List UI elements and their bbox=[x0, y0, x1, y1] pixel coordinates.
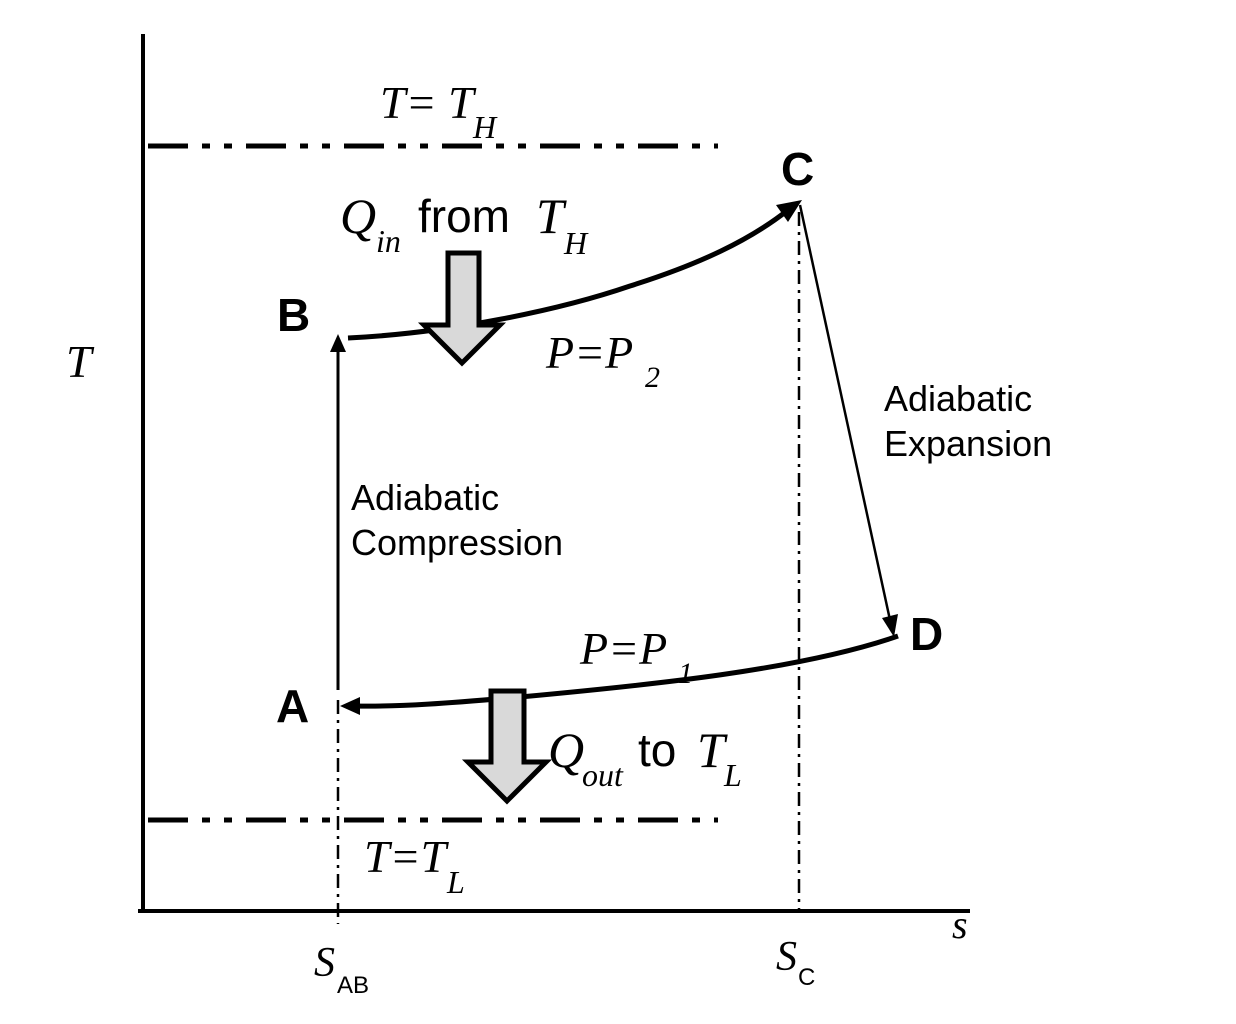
compression-label-line2: Compression bbox=[351, 522, 564, 563]
point-d-label: D bbox=[910, 608, 944, 660]
point-c-label: C bbox=[781, 143, 815, 195]
pressure-p2-subscript: 2 bbox=[645, 361, 660, 394]
heat-out-arrow bbox=[468, 691, 546, 801]
expansion-label-line1: Adiabatic bbox=[884, 378, 1033, 419]
heat-in-q: Q bbox=[340, 188, 377, 244]
cold-reservoir-subscript: L bbox=[447, 864, 465, 900]
expansion-arrowhead bbox=[882, 614, 898, 637]
heat-in-t-subscript: H bbox=[564, 225, 588, 261]
heat-out-q-subscript: out bbox=[582, 757, 623, 793]
compression-arrowhead bbox=[330, 334, 346, 352]
pressure-p1-subscript: 1 bbox=[678, 657, 693, 690]
s-c-subscript: C bbox=[798, 964, 816, 991]
hot-reservoir-label: T= T bbox=[380, 77, 474, 128]
hot-reservoir-subscript: H bbox=[473, 109, 497, 145]
heat-in-q-subscript: in bbox=[376, 223, 401, 259]
cold-reservoir-label: T=T bbox=[364, 831, 447, 882]
pressure-p1-label: P=P bbox=[580, 623, 668, 674]
heat-out-t-subscript: L bbox=[724, 757, 742, 793]
expansion-process-arrow bbox=[800, 205, 890, 620]
heat-in-arrow bbox=[424, 253, 500, 363]
heat-out-q: Q bbox=[548, 722, 585, 778]
heat-in-from: from bbox=[418, 190, 510, 242]
point-a-label: A bbox=[276, 680, 310, 732]
pressure-p2-label: P=P bbox=[546, 327, 634, 378]
compression-label-line1: Adiabatic bbox=[351, 477, 500, 518]
point-b-label: B bbox=[277, 289, 311, 341]
heat-out-to: to bbox=[638, 724, 677, 776]
s-ab-label: S bbox=[314, 940, 335, 986]
heat-out-t: T bbox=[697, 722, 725, 778]
y-axis-label: T bbox=[66, 336, 92, 387]
s-ab-subscript: AB bbox=[337, 972, 370, 999]
expansion-label-line2: Expansion bbox=[884, 423, 1053, 464]
heat-in-t: T bbox=[536, 188, 564, 244]
x-axis-label: s bbox=[952, 902, 968, 947]
s-c-label: S bbox=[776, 934, 797, 980]
cooling-arrowhead bbox=[340, 697, 360, 715]
